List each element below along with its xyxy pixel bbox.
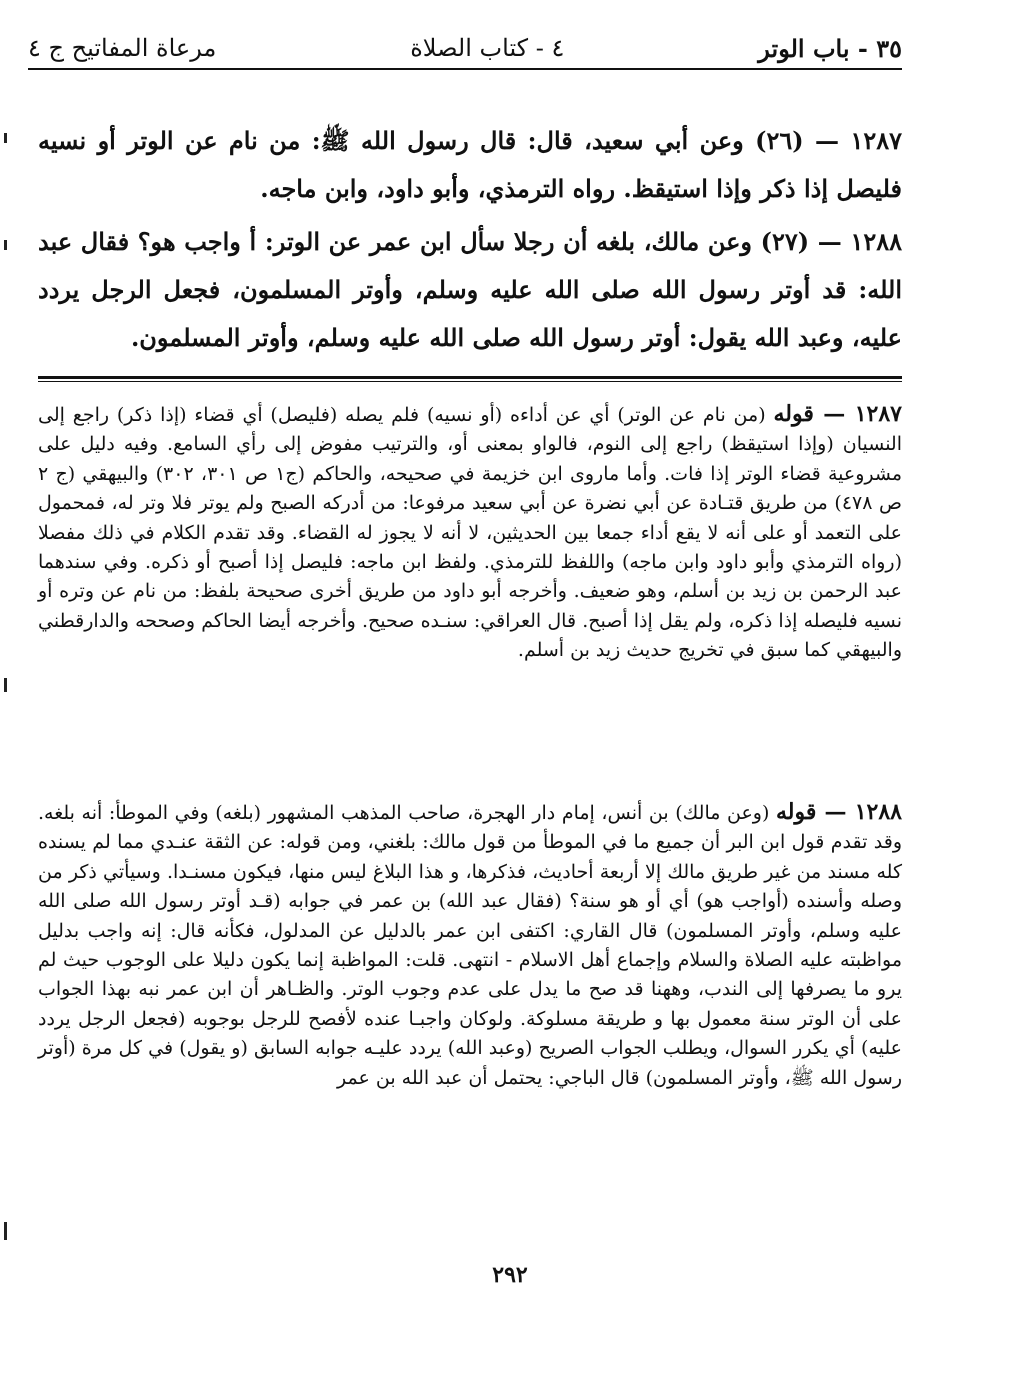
hadith-1287 [38,117,902,213]
margin-mark [4,678,7,692]
hadith-number: ١٢٨٧ — (٢٦) [755,126,903,155]
commentary-lead: ١٢٨٨ — قوله [775,799,902,825]
margin-mark [4,1222,7,1240]
section-title: ٣٥ - باب الوتر [758,33,902,63]
margin-mark [4,240,7,250]
hadith-text: وعن أبي سعيد، قال: قال رسول الله ﷺ: من نام عن الوتر أو نسيه فليصل إذا ذكر وإذا استيقظ. رواه الترمذي، وأبو داود، وابن ماجه. [38,126,902,203]
header-rule [28,68,902,70]
chapter-title: ٤ - كتاب الصلاة [410,34,565,62]
running-header [28,30,902,66]
commentary-1287 [38,400,902,666]
page-number: ٢٩٢ [492,1262,528,1288]
hadith-number: ١٢٨٨ — (٢٧) [760,227,902,256]
separator-rule-thick [38,376,902,379]
commentary-text: (من نام عن الوتر) أي عن أداءه (أو نسيه) فلم يصله (فليصل) أي قضاء (إذا ذكر) راجع إلى النسيان (وإذا استيقظ) راجع إلى النوم، فالواو بمعنى أو، والترتيب مفوض إلى رأي السامع. وفيه دليل على مشروعية قضاء الوتر إذا فات. وأما ماروى ابن خزيمة في صحيحه، والحاكم (ج١ ص ٣٠١، ٣٠٢) والبيهقي (ج ٢ ص ٤٧٨) من طريق قتـادة عن أبي نضرة عن أبي سعيد مرفوعا: من أدركه الصبح ولم يوتر فلا وتر له، فمحمول على التعمد أو على أنه لا يقع أداء جمعا بين الحديثين، لا أنه لا يجوز له القضاء. وقد تقدم الكلام في ذلك مفصلا (رواه الترمذي وأبو داود وابن ماجه) واللفظ للترمذي. ولفظ ابن ماجه: فليصل إذا أصبح أو ذكره. وفي سندهما عبد الرحمن بن زيد بن أسلم، وهو ضعيف. وأخرجه أبو داود من طريق أخرى صحيحة بلفظ: من نام عن وتره أو نسيه فليصله إذا ذكره، ولم يقل إذا أصبح. قال العراقي: سنـده صحيح. وأخرجه أيضا الحاكم وصححه والدارقطني والبيهقي كما سبق في تخريج حديث زيد بن أسلم. [38,404,903,662]
commentary-lead: ١٢٨٧ — قوله [773,401,902,427]
margin-mark [4,133,7,143]
hadith-1288 [38,218,902,362]
hadith-text: وعن مالك، بلغه أن رجلا سأل ابن عمر عن الوتر: أ واجب هو؟ فقال عبد الله: قد أوتر رسول الله صلى الله عليه وسلم، وأوتر المسلمون، فجعل الرجل يردد عليه، وعبد الله يقول: أوتر رسول الله صلى الله عليه وسلم، وأوتر المسلمون. [38,227,902,352]
commentary-text: (وعن مالك) بن أنس، إمام دار الهجرة، صاحب المذهب المشهور (بلغه) وفي الموطأ: أنه بلغه. وقد تقدم قول ابن البر أن جميع ما في الموطأ من قول مالك: بلغني، ومن قوله: عن الثقة عنـدي مما لم يسنده كله مسند من غير طريق مالك إلا أربعة أحاديث، فذكرها، و هذا البلاغ ليس منها، فيكون مسنـدا. وسيأتي ذكر من وصله وأسنده (أواجب هو) أي أو هو سنة؟ (فقال عبد الله) بن عمر في جوابه (قـد أوتر رسول الله صلى الله عليه وسلم، وأوتر المسلمون) قال القاري: اكتفى ابن عمر بالدليل عن المدلول، فكأنه قال: إنه واجب بدليل مواظبته عليه الصلاة والسلام وإجماع أهل الاسلام - انتهى. قلت: المواظبة إنما يكون دليلا على الوجوب حيث لم يرو ما يصرفها إلى الندب، وههنا قد صح ما يدل على عدم وجوب الوتر. والظـاهر أن ابن عمر نبه بهذا الجواب على أن الوتر سنة معمول بها و طريقة مسلوكة. ولوكان واجبـا عنده لأفصح للرجل بوجوبه (فجعل الرجل يردد عليه) أي يكرر السوال، ويطلب الجواب الصريح (وعبد الله) يردد عليـه جوابه السابق (و يقول) في كل مرة (أوتر رسول الله ﷺ، وأوتر المسلمون) قال الباجي: يحتمل أن عبد الله بن عمر [38,802,902,1089]
book-title: مرعاة المفاتيح ج ٤ [28,34,217,62]
commentary-1288 [38,798,902,1093]
separator-rule-thin [38,381,902,382]
